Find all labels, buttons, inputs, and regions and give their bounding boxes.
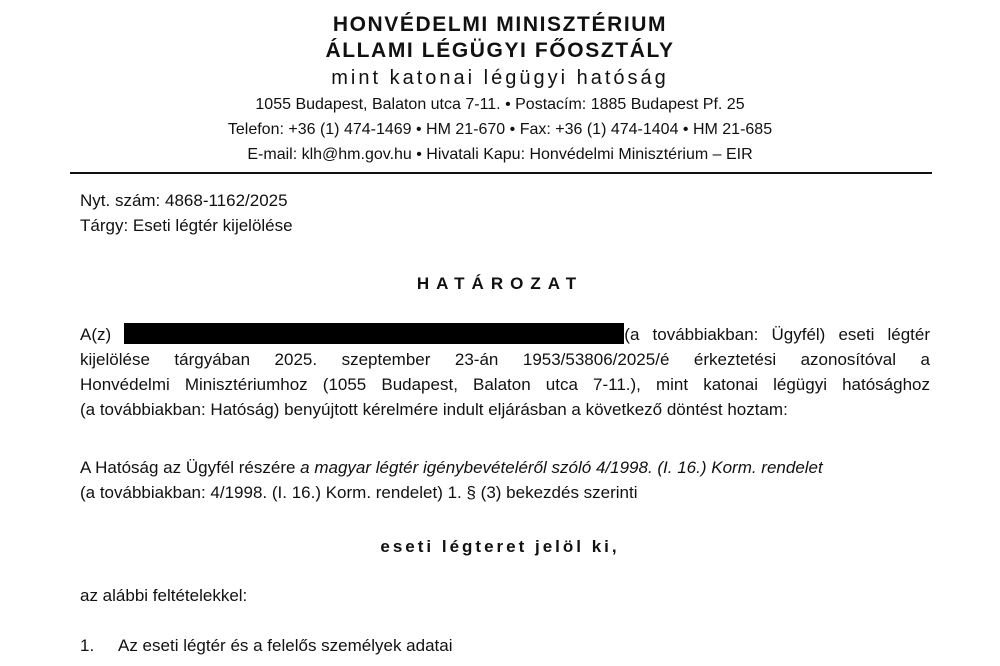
intro-paragraph	[80, 322, 930, 422]
document-meta	[80, 188, 293, 238]
document-title: HATÁROZAT	[416, 274, 584, 293]
list-item-number: 1.	[80, 636, 95, 655]
regulation-line-2: (a továbbiakban: 4/1998. (I. 16.) Korm. rendelet) 1. § (3) bekezdés szerinti	[80, 483, 638, 502]
reference-number: Nyt. szám: 4868-1162/2025	[80, 191, 288, 210]
intro-line-2: kijelölése tárgyában 2025. szeptember 23-án 1953/53806/2025/é érkeztetési azonosítóval a	[80, 350, 930, 369]
intro-line-1	[80, 322, 930, 347]
list-item-text: Az eseti légtér és a felelős személyek adatai	[118, 636, 453, 655]
intro-line-4: (a továbbiakban: Hatóság) benyújtott kérelmére indult eljárásban a következő döntést hoztam:	[80, 400, 788, 419]
header-divider	[70, 172, 932, 174]
redacted-client-name	[124, 323, 624, 344]
intro-line-3: Honvédelmi Minisztériumhoz (1055 Budapest, Balaton utca 7-11.), mint katonai légügyi hatósághoz	[80, 375, 930, 394]
regulation-paragraph	[80, 455, 930, 505]
regulation-line-1	[80, 455, 930, 480]
ministry-name: HONVÉDELMI MINISZTÉRIUM	[332, 13, 668, 36]
conditions-intro: az alábbi feltételekkel:	[80, 586, 248, 605]
department-name: ÁLLAMI LÉGÜGYI FŐOSZTÁLY	[325, 39, 675, 62]
postal-address: 1055 Budapest, Balaton utca 7-11. • Postacím: 1885 Budapest Pf. 25	[255, 96, 745, 113]
letterhead	[70, 12, 930, 167]
list-item	[80, 636, 453, 656]
regulation-intro: A Hatóság az Ügyfél részére	[80, 458, 301, 477]
subject-line: Tárgy: Eseti légtér kijelölése	[80, 216, 293, 235]
decision-statement: eseti légteret jelöl ki,	[380, 537, 620, 556]
intro-prefix: A(z)	[80, 325, 112, 344]
intro-line-1-rest: (a továbbiakban: Ügyfél) eseti légtér	[624, 325, 930, 344]
regulation-title: a magyar légtér igénybevételéről szóló 4/1998. (I. 16.) Korm. rendelet	[300, 458, 823, 477]
authority-role: mint katonai légügyi hatóság	[331, 67, 669, 89]
email-line: E-mail: klh@hm.gov.hu • Hivatali Kapu: Honvédelmi Minisztérium – EIR	[247, 146, 753, 163]
phone-fax-line: Telefon: +36 (1) 474-1469 • HM 21-670 • Fax: +36 (1) 474-1404 • HM 21-685	[227, 121, 773, 138]
